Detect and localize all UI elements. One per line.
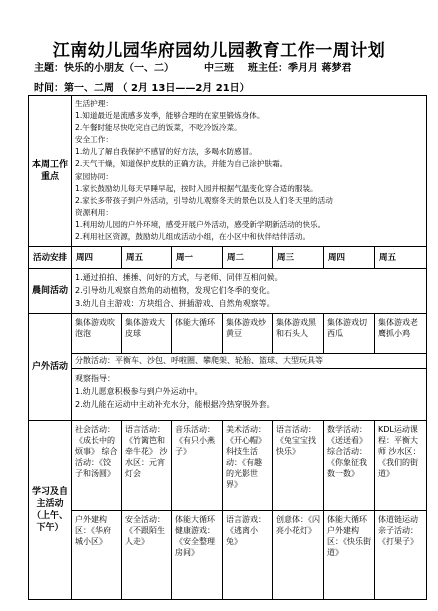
outdoor-game: 集体游戏炒黄豆 <box>223 314 273 354</box>
day-header: 周一 <box>172 247 223 269</box>
afternoon-learning-cell: 创意体：《闪亮小花灯》 <box>273 511 324 599</box>
weekly-focus-line: 生活护理： <box>75 99 113 108</box>
morning-activity-line: 2.引导幼儿观察自然角的动植物，发现它们冬季的变化。 <box>75 286 275 295</box>
time-label: 时间： <box>34 83 64 94</box>
schedule-label: 活动安排 <box>29 247 72 269</box>
weekly-focus-line: 1.知道最近是流感多发季，能够合理的在家里锻炼身体。 <box>75 111 265 121</box>
outdoor-activity-label: 户外活动 <box>29 314 72 421</box>
morning-learning-cell: 语言活动：《竹篱笆和牵牛花》 沙水区：元宵灯会 <box>122 421 172 511</box>
document-title: 江南幼儿园华府园幼儿园教育工作一周计划 <box>52 41 386 61</box>
morning-learning-cell: 美术活动：《开心帽》 科技生活动：《有趣的光影世界》 <box>223 421 273 511</box>
weekly-focus-line: 安全工作： <box>75 135 113 145</box>
teacher-label: 班主任： <box>248 63 288 74</box>
time-value: 第一、二周 （ 2月 13日——2月 21日） <box>64 83 250 94</box>
afternoon-learning-cell: 户外建构区：《华府城小区》 <box>72 511 122 599</box>
morning-learning-cell: 数学活动：《送送看》 综合活动：《你象征我数一数》 <box>324 421 375 511</box>
outdoor-guidance-line: 1.幼儿愿意积极参与到户外运动中。 <box>75 387 203 396</box>
outdoor-zone-play: 分散活动：平衡车、沙包、呼啦圈、攀爬架、轮胎、篮球、大型玩具等 <box>72 354 426 369</box>
outdoor-game: 集体游戏切西瓜 <box>324 314 375 354</box>
weekly-focus-line: 2.天气干燥，知道保护皮肤的正确方法，并能为自己涂护肤霜。 <box>75 159 288 169</box>
outdoor-game: 集体游戏吹泡泡 <box>72 314 122 354</box>
theme-value: 快乐的小朋友（一、二） <box>64 63 174 74</box>
morning-activity-label: 晨间活动 <box>29 269 72 314</box>
theme-label: 主题： <box>34 63 64 74</box>
morning-learning-cell: 社会活动：《成长中的烦事》 综合活动：《饺子和汤圆》 <box>72 421 122 511</box>
weekly-focus-line: 2.午餐时能尽快吃完自己的饭菜，不吃冷饭冷菜。 <box>75 123 242 133</box>
weekly-focus-content <box>72 96 426 247</box>
outdoor-guidance <box>72 369 426 421</box>
outdoor-game: 集体游戏大皮球 <box>122 314 172 354</box>
outdoor-game: 集体游戏黑和石头人 <box>273 314 324 354</box>
day-header: 周五 <box>375 247 426 269</box>
afternoon-learning-cell: 安全活动：《不跟陌生人走》 <box>122 511 172 599</box>
morning-learning-cell: 音乐活动：《有只小燕子》 <box>172 421 223 511</box>
weekly-focus-label: 本周工作重点 <box>29 96 72 247</box>
outdoor-game: 集体游戏老鹰抓小鸡 <box>375 314 426 354</box>
morning-activity-content <box>72 269 426 314</box>
morning-learning-cell: KDL运动课程：平衡大师 沙水区：《我们的街道》 <box>375 421 426 511</box>
weekly-focus-line: 家园协同： <box>75 171 113 181</box>
morning-activity-line: 3.幼儿自主游戏：方块组合、拼插游戏、自然角观察等。 <box>75 299 275 308</box>
weekly-focus-line: 资源利用： <box>75 207 113 217</box>
day-header: 周四 <box>324 247 375 269</box>
outdoor-guidance-line: 观察指导： <box>75 374 115 383</box>
afternoon-learning-cell: 体能大循环 健康游戏：《安全整理房间》 <box>172 511 223 599</box>
plan-time-row <box>34 79 250 94</box>
outdoor-guidance-line: 2.幼儿能在运动中主动补充水分，能根据冷热穿脱外套。 <box>75 400 275 409</box>
weekly-focus-line: 1.家长鼓励幼儿每天早睡早起，按时入园并根据气温变化穿合适的服装。 <box>75 183 318 193</box>
day-header: 周二 <box>223 247 273 269</box>
teacher-value: 季月月 蒋梦君 <box>288 63 352 74</box>
morning-activity-line: 1.通过拍拍、捶捶、问好的方式，与老师、同伴互相问候。 <box>75 273 283 282</box>
class-value: 中三班 <box>204 63 234 74</box>
weekly-plan-table <box>28 95 427 600</box>
weekly-focus-line: 2.家长多带孩子到户外活动，引导幼儿观察冬天的景色以及人们冬天里的活动 <box>75 195 333 205</box>
afternoon-learning-cell: 体道链运动 亲子活动：《打果子》 <box>378 515 418 546</box>
afternoon-learning-cell: 体能大循环 户外建构区：《快乐街道》 <box>324 511 375 599</box>
morning-learning-cell: 语言活动：《兔宝宝找快乐》 <box>273 421 324 511</box>
day-header: 周三 <box>273 247 324 269</box>
day-header: 周四 <box>72 247 122 269</box>
weekly-focus-line: 1.幼儿了解自我保护不感冒的好方法，多喝水防感冒。 <box>75 147 257 157</box>
learning-activity-label: 学习及自主活动（上午、下午） <box>29 421 72 599</box>
weekly-focus-line: 1.利用幼儿园的户外环境，感受开展户外活动，感受新学期新活动的快乐。 <box>75 219 326 229</box>
afternoon-learning-cell: 语言游戏：《逃离小兔》 <box>223 511 273 599</box>
weekly-focus-line: 2.利用社区资源，鼓励幼儿组成活动小组，在小区中和伙伴结伴活动。 <box>75 232 311 242</box>
day-header: 周五 <box>122 247 172 269</box>
plan-info-row <box>34 59 351 74</box>
outdoor-game: 体能大循环 <box>172 314 223 354</box>
